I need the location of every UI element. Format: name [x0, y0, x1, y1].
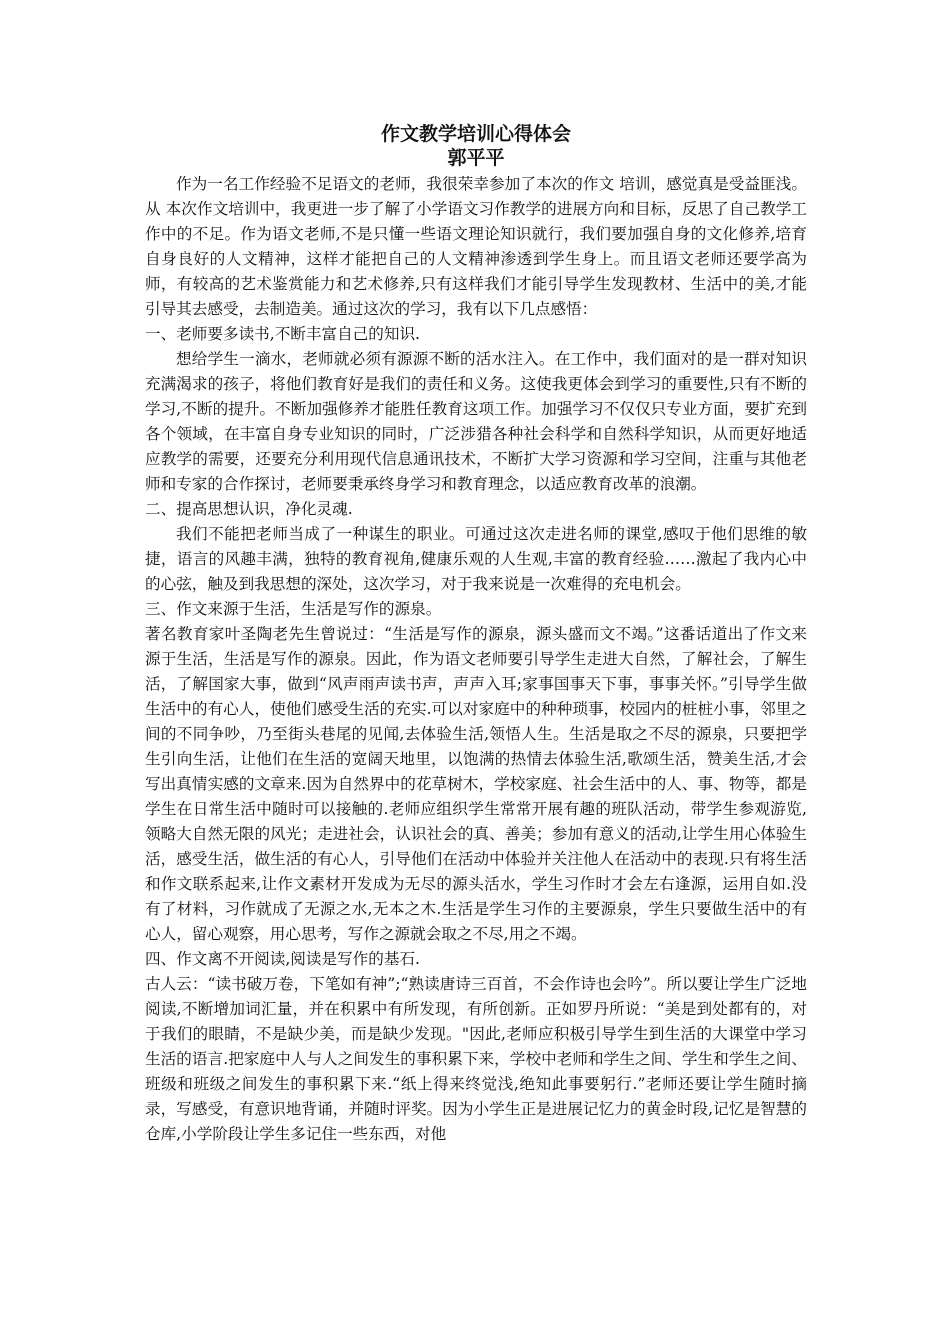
section-heading-2: 二、提高思想认识，净化灵魂.	[145, 500, 353, 518]
document-title: 作文教学培训心得体会	[380, 123, 571, 145]
intro-paragraph: 作为一名工作经验不足语文的老师，我很荣幸参加了本次的作文 培训，感觉真是受益匪浅。从 本次作文培训中，我更进一步了解了小学语文习作教学的进展方向和目标，反思了自己教学工作中的不足。作为语文老师,不是只懂一些语文理论知识就行，我们要加强自身的文化修养,培育自身良好的人文精神，这样才能把自己的人文精神渗透到学生身上。而且语文老师还要学高为师，有较高的艺术鉴赏能力和艺术修养,只有这样我们才能引导学生发现教材、生活中的美,才能引导其去感受，去制造美。通过这次的学习，我有以下几点感悟：	[145, 175, 807, 318]
document-author: 郭平平	[447, 147, 505, 169]
section-heading-3: 三、作文来源于生活，生活是写作的源泉。	[145, 600, 442, 618]
section-1-paragraph: 想给学生一滴水，老师就必须有源源不断的活水注入。在工作中，我们面对的是一群对知识充满渴求的孩子，将他们教育好是我们的责任和义务。这使我更体会到学习的重要性,只有不断的学习,不断的提升。不断加强修养才能胜任教育这项工作。加强学习不仅仅只专业方面，要扩充到各个领域，在丰富自身专业知识的同时，广泛涉猎各种社会科学和自然科学知识，从而更好地适应教学的需要，还要充分利用现代信息通讯技术，不断扩大学习资源和学习空间，注重与其他老师和专家的合作探讨，老师要秉承终身学习和教育理念，以适应教育改革的浪潮。	[145, 350, 807, 493]
section-3-paragraph: 著名教育家叶圣陶老先生曾说过：“生活是写作的源泉，源头盛而文不竭。”这番话道出了作文来源于生活，生活是写作的源泉。因此，作为语文老师要引导学生走进大自然，了解社会，了解生活，了解国家大事，做到“风声雨声读书声，声声入耳;家事国事天下事，事事关怀。”引导学生做生活中的有心人，使他们感受生活的充实.可以对家庭中的种种琐事，校园内的桩桩小事，邻里之间的不同争吵，乃至街头巷尾的见闻,去体验生活,领悟人生。生活是取之不尽的源泉，只要把学生引向生活，让他们在生活的宽阔天地里，以饱满的热情去体验生活,歌颂生活，赞美生活,才会写出真情实感的文章来.因为自然界中的花草树木，学校家庭、社会生活中的人、事、物等，都是学生在日常生活中随时可以接触的.老师应组织学生常常开展有趣的班队活动，带学生参观游览,领略大自然无限的风光；走进社会，认识社会的真、善美；参加有意义的活动,让学生用心体验生活，感受生活，做生活的有心人，引导他们在活动中体验并关注他人在活动中的表现.只有将生活和作文联系起来,让作文素材开发成为无尽的源头活水，学生习作时才会左右逢源，运用自如.没有了材料，习作就成了无源之水,无本之木.生活是学生习作的主要源泉，学生只要做生活中的有心人，留心观察，用心思考，写作之源就会取之不尽,用之不竭。	[145, 625, 807, 943]
section-heading-1: 一、老师要多读书,不断丰富自己的知识.	[145, 325, 421, 343]
section-2-paragraph: 我们不能把老师当成了一种谋生的职业。可通过这次走进名师的课堂,感叹于他们思维的敏捷，语言的风趣丰满，独特的教育视角,健康乐观的人生观,丰富的教育经验……激起了我内心中的心弦，触及到我思想的深处，这次学习，对于我来说是一次难得的充电机会。	[145, 525, 807, 593]
document-body	[145, 122, 807, 1147]
section-4-paragraph: 古人云：“读书破万卷，下笔如有神”;“熟读唐诗三百首，不会作诗也会吟”。所以要让学生广泛地阅读,不断增加词汇量，并在积累中有所发现，有所创新。正如罗丹所说：“美是到处都有的，对于我们的眼睛，不是缺少美，而是缺少发现。"因此,老师应积极引导学生到生活的大课堂中学习生活的语言.把家庭中人与人之间发生的事积累下来，学校中老师和学生之间、学生和学生之间、班级和班级之间发生的事积累下来.“纸上得来终觉浅,绝知此事要躬行.”老师还要让学生随时摘录，写感受，有意识地背诵，并随时评奖。因为小学生正是进展记忆力的黄金时段,记忆是智慧的仓库,小学阶段让学生多记住一些东西，对他	[145, 975, 807, 1143]
section-heading-4: 四、作文离不开阅读,阅读是写作的基石.	[145, 950, 421, 968]
